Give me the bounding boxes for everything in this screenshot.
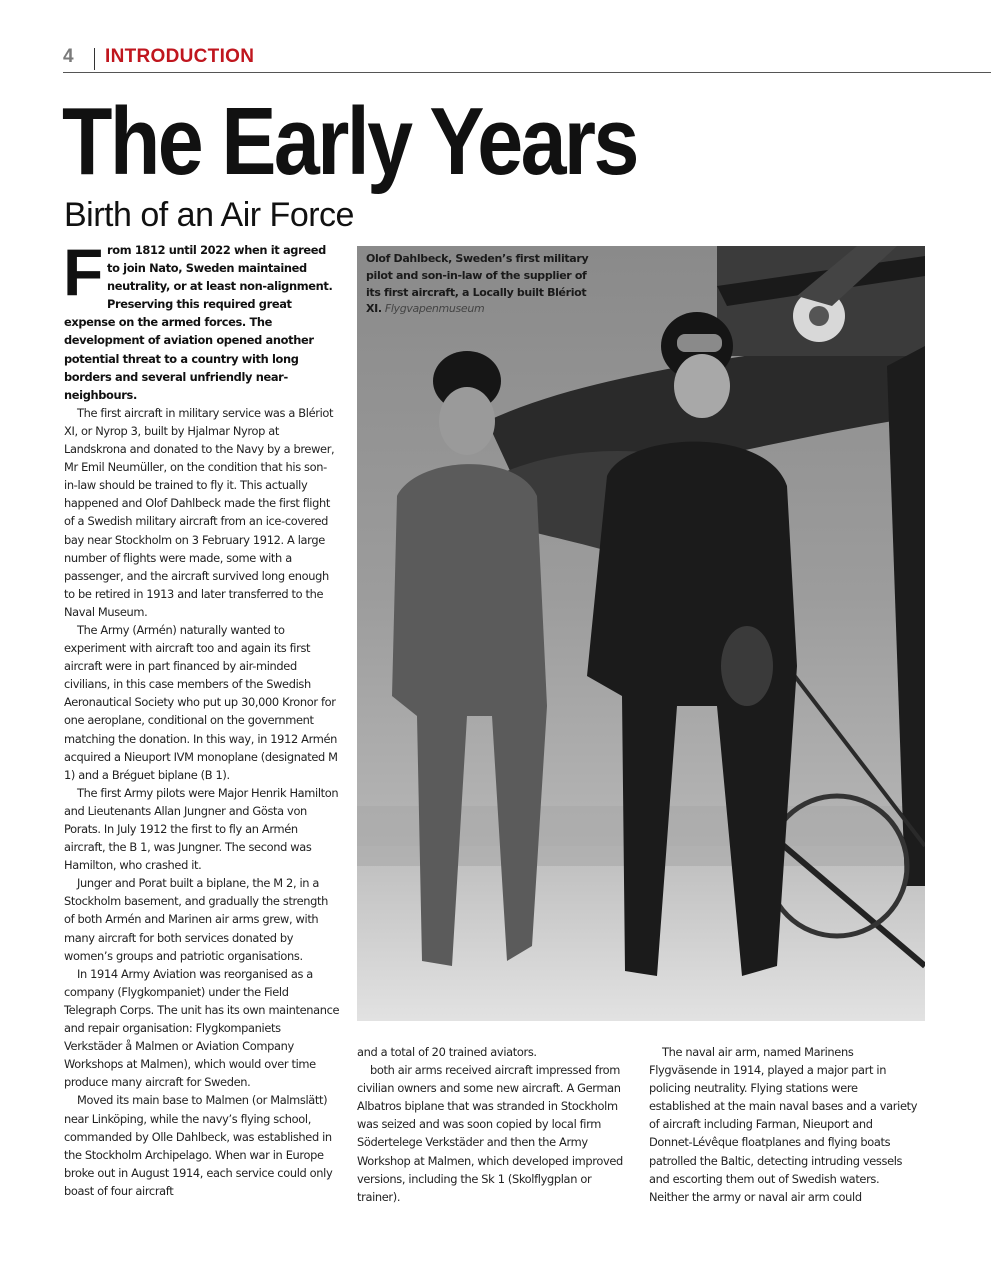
text-column-1 — [63, 235, 340, 1200]
article-title: The Early Years — [62, 88, 637, 195]
historical-photo — [357, 246, 925, 1021]
paragraph: Moved its main base to Malmen (or Malmslätt) near Linköping, while the navy’s flying school, commanded by Olle Dahlbeck, was established in the Stockholm Archipelago. When war in Europe broke out in August 1914, each service could only boast of four aircraft — [64, 1093, 333, 1198]
section-label: INTRODUCTION — [105, 46, 255, 67]
photo-credit: Flygvapenmuseum — [384, 302, 485, 316]
paragraph: both air arms received aircraft impressed from civilian owners and some new aircraft. A German Albatros biplane that was stranded in Stockholm was seized and was soon copied by local firm Södertelege Verkstäder and then the Army Workshop at Malmen, which developed improved versions, including the Sk 1 (Skolflygplan or trainer). — [357, 1063, 623, 1204]
article-subtitle: Birth of an Air Force — [64, 196, 354, 234]
paragraph: The first aircraft in military service was a Blériot XI, or Nyrop 3, built by Hjalmar Nyrop at Landskrona and donated to the Navy by a brewer, Mr Emil Neumüller, on the condition that his son-in-law should be trained to fly it. This actually happened and Olof Dahlbeck made the first flight of a Swedish military aircraft from an ice-covered bay near Stockholm on 3 February 1912. A large number of flights were made, some with a passenger, and the aircraft survived long enough to be retired in 1913 and later transferred to the Naval Museum. — [64, 405, 335, 619]
page-header — [63, 44, 991, 72]
header-rule — [63, 72, 991, 73]
photo-illustration — [357, 246, 925, 1021]
lead-paragraph — [63, 235, 340, 404]
paragraph: The Army (Armén) naturally wanted to experiment with aircraft too and again its first aircraft were in part financed by air-minded civilians, in this case members of the Swedish Aeronautical Society who put up 30,000 Kronor for one aeroplane, conditional on the government matching the donation. In this way, in 1912 Armén acquired a Nieuport IVM monoplane (designated M 1) and a Bréguet biplane (B 1). — [64, 622, 338, 782]
header-divider — [94, 48, 95, 70]
paragraph: The first Army pilots were Major Henrik Hamilton and Lieutenants Allan Jungner and Gösta von Porats. In July 1912 the first to fly an Armén aircraft, the B 1, was Jungner. The second was Hamilton, who crashed it. — [64, 785, 339, 873]
photo-caption — [366, 251, 594, 318]
paragraph: In 1914 Army Aviation was reorganised as a company (Flygkompaniet) under the Field Telegraph Corps. The unit has its own maintenance and repair organisation: Flygkompaniets Verkstäder å Malmen or Aviation Company Workshops at Malmen), which would over time produce many aircraft for Sweden. — [64, 966, 340, 1090]
drop-cap: F — [63, 235, 103, 309]
text-column-3 — [649, 1043, 919, 1206]
lead-text: rom 1812 until 2022 when it agreed to join Nato, Sweden maintained neutrality, or at least non-alignment. Preserving this required great expense on the armed forces. The development of aviation opened another potential threat to a country with long borders and several unfriendly near-neighbours. — [64, 243, 333, 402]
caption-text: Olof Dahlbeck, Sweden’s first military pilot and son-in-law of the supplier of its first aircraft, a Locally built Blériot XI. — [366, 252, 589, 316]
page-number: 4 — [63, 46, 74, 67]
text-column-2 — [357, 1043, 627, 1206]
paragraph: The naval air arm, named Marinens Flygväsende in 1914, played a major part in policing neutrality. Flying stations were established at the main naval bases and a variety of aircraft including Farman, Nieuport and Donnet-Lévêque floatplanes and flying boats patrolled the Baltic, detecting intruding vessels and escorting them out of Swedish waters. Neither the army or naval air arm could — [649, 1045, 918, 1204]
paragraph: and a total of 20 trained aviators. — [357, 1045, 537, 1059]
paragraph: Junger and Porat built a biplane, the M 2, in a Stockholm basement, and gradually the strength of both Armén and Marinen air arms grew, with many aircraft for both services donated by women’s groups and patriotic organisations. — [64, 876, 329, 963]
